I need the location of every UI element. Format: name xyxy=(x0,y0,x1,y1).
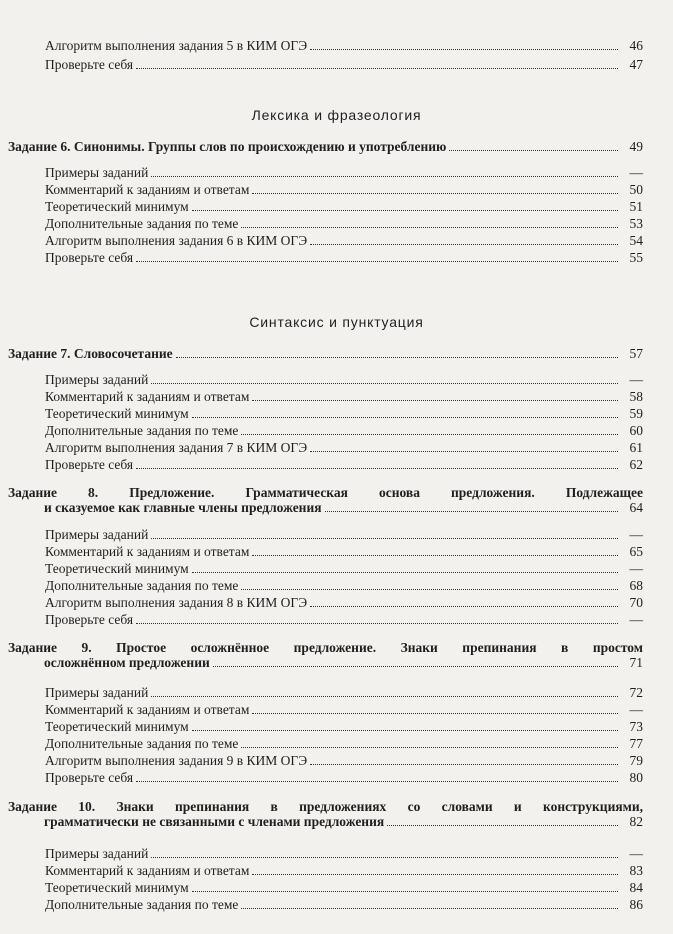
entry-title: Алгоритм выполнения задания 5 в КИМ ОГЭ xyxy=(45,38,308,53)
task-entry[interactable] xyxy=(8,640,643,670)
toc-entry[interactable] xyxy=(45,406,643,421)
toc-entry[interactable] xyxy=(45,736,643,751)
dot-leader xyxy=(136,468,618,469)
task-entry[interactable] xyxy=(8,139,643,154)
toc-entry[interactable] xyxy=(45,182,643,197)
entry-page: 53 xyxy=(629,216,643,231)
task-page: 49 xyxy=(629,139,643,154)
task-entry[interactable] xyxy=(8,346,643,361)
dot-leader xyxy=(252,555,618,556)
entry-title: Алгоритм выполнения задания 9 в КИМ ОГЭ xyxy=(45,753,308,768)
entry-title: Проверьте себя xyxy=(45,250,134,265)
dot-leader xyxy=(151,383,618,384)
entry-title: Теоретический минимум xyxy=(45,199,189,214)
entry-title: Комментарий к заданиям и ответам xyxy=(45,863,250,878)
dot-leader xyxy=(252,874,618,875)
task-title: Задание 6. Синонимы. Группы слов по происхождению и употреблению xyxy=(8,139,447,154)
entry-page: 73 xyxy=(629,719,643,734)
dot-leader xyxy=(192,572,618,573)
entry-page: — xyxy=(629,561,643,576)
dot-leader xyxy=(136,781,618,782)
dot-leader xyxy=(176,357,618,358)
entry-title: Примеры заданий xyxy=(45,372,149,387)
entry-title: Примеры заданий xyxy=(45,846,149,861)
toc-entry[interactable] xyxy=(45,423,643,438)
dot-leader xyxy=(310,244,618,245)
task-entry[interactable] xyxy=(8,799,643,829)
dot-leader xyxy=(241,747,618,748)
entry-title: Алгоритм выполнения задания 7 в КИМ ОГЭ xyxy=(45,440,308,455)
task-page: 64 xyxy=(629,500,643,515)
dot-leader xyxy=(151,696,618,697)
entry-page: — xyxy=(629,527,643,542)
entry-page: — xyxy=(629,372,643,387)
entry-page: 60 xyxy=(629,423,643,438)
dot-leader xyxy=(151,176,618,177)
toc-entry[interactable] xyxy=(45,544,643,559)
entry-page: 58 xyxy=(629,389,643,404)
entry-page: 84 xyxy=(629,880,643,895)
toc-entry[interactable] xyxy=(45,457,643,472)
entry-page: 55 xyxy=(629,250,643,265)
entry-title: Комментарий к заданиям и ответам xyxy=(45,702,250,717)
toc-entry[interactable] xyxy=(45,57,643,72)
task-page: 71 xyxy=(629,655,643,670)
toc-entry[interactable] xyxy=(45,389,643,404)
toc-entry[interactable] xyxy=(45,719,643,734)
entry-title: Проверьте себя xyxy=(45,770,134,785)
task-title-line2: осложнённом предложении xyxy=(44,655,210,670)
entry-page: 54 xyxy=(629,233,643,248)
entry-title: Примеры заданий xyxy=(45,165,149,180)
dot-leader xyxy=(151,538,618,539)
entry-title: Дополнительные задания по теме xyxy=(45,736,239,751)
toc-entry[interactable] xyxy=(45,38,643,53)
entry-page: — xyxy=(629,846,643,861)
toc-entry[interactable] xyxy=(45,578,643,593)
entry-title: Проверьте себя xyxy=(45,57,134,72)
entry-page: 70 xyxy=(629,595,643,610)
entry-title: Комментарий к заданиям и ответам xyxy=(45,182,250,197)
entry-page: — xyxy=(629,165,643,180)
task-page: 57 xyxy=(629,346,643,361)
dot-leader xyxy=(310,606,618,607)
toc-entry[interactable] xyxy=(45,216,643,231)
entry-title: Дополнительные задания по теме xyxy=(45,216,239,231)
task-title-line1: Задание 10. Знаки препинания в предложениях со словами и конструкциями, xyxy=(8,799,643,814)
toc-entry[interactable] xyxy=(45,595,643,610)
entry-page: 51 xyxy=(629,199,643,214)
entry-page: 80 xyxy=(629,770,643,785)
toc-entry[interactable] xyxy=(45,199,643,214)
task-page: 82 xyxy=(629,814,643,829)
toc-entry[interactable] xyxy=(45,440,643,455)
entry-title: Теоретический минимум xyxy=(45,561,189,576)
toc-entry[interactable] xyxy=(45,561,643,576)
entry-title: Алгоритм выполнения задания 8 в КИМ ОГЭ xyxy=(45,595,308,610)
dot-leader xyxy=(325,511,618,512)
task-title-line1: Задание 8. Предложение. Грамматическая основа предложения. Подлежащее xyxy=(8,485,643,500)
dot-leader xyxy=(213,666,618,667)
dot-leader xyxy=(387,825,618,826)
entry-title: Примеры заданий xyxy=(45,527,149,542)
toc-entry[interactable] xyxy=(45,612,643,627)
dot-leader xyxy=(449,150,618,151)
entry-title: Комментарий к заданиям и ответам xyxy=(45,544,250,559)
entry-title: Комментарий к заданиям и ответам xyxy=(45,389,250,404)
toc-entry[interactable] xyxy=(45,372,643,387)
entry-title: Дополнительные задания по теме xyxy=(45,897,239,912)
dot-leader xyxy=(241,434,618,435)
entry-page: 68 xyxy=(629,578,643,593)
entry-page: 59 xyxy=(629,406,643,421)
dot-leader xyxy=(241,589,618,590)
entry-page: 72 xyxy=(629,685,643,700)
entry-title: Примеры заданий xyxy=(45,685,149,700)
toc-entry[interactable] xyxy=(45,702,643,717)
toc-entry[interactable] xyxy=(45,897,643,912)
entry-title: Дополнительные задания по теме xyxy=(45,578,239,593)
dot-leader xyxy=(136,261,618,262)
toc-entry[interactable] xyxy=(45,685,643,700)
entry-page: — xyxy=(629,612,643,627)
toc-entry[interactable] xyxy=(45,233,643,248)
dot-leader xyxy=(151,857,618,858)
dot-leader xyxy=(310,49,618,50)
toc-entry[interactable] xyxy=(45,753,643,768)
dot-leader xyxy=(192,730,618,731)
entry-page: 46 xyxy=(629,38,643,53)
toc-entry[interactable] xyxy=(45,165,643,180)
entry-page: 47 xyxy=(629,57,643,72)
toc-entry[interactable] xyxy=(45,250,643,265)
dot-leader xyxy=(252,713,618,714)
dot-leader xyxy=(310,764,618,765)
entry-title: Теоретический минимум xyxy=(45,719,189,734)
dot-leader xyxy=(192,891,618,892)
section-heading: Синтаксис и пунктуация xyxy=(249,314,424,330)
dot-leader xyxy=(192,210,618,211)
entry-title: Проверьте себя xyxy=(45,457,134,472)
entry-page: 50 xyxy=(629,182,643,197)
entry-page: 79 xyxy=(629,753,643,768)
toc-entry[interactable] xyxy=(45,770,643,785)
entry-page: 86 xyxy=(629,897,643,912)
entry-page: 83 xyxy=(629,863,643,878)
toc-entry[interactable] xyxy=(45,527,643,542)
dot-leader xyxy=(192,417,618,418)
entry-page: 77 xyxy=(629,736,643,751)
toc-entry[interactable] xyxy=(45,880,643,895)
entry-page: 62 xyxy=(629,457,643,472)
entry-title: Дополнительные задания по теме xyxy=(45,423,239,438)
dot-leader xyxy=(252,193,618,194)
dot-leader xyxy=(136,623,618,624)
entry-page: 61 xyxy=(629,440,643,455)
task-entry[interactable] xyxy=(8,485,643,515)
dot-leader xyxy=(241,908,618,909)
entry-page: — xyxy=(629,702,643,717)
dot-leader xyxy=(241,227,618,228)
toc-entry[interactable] xyxy=(45,863,643,878)
entry-page: 65 xyxy=(629,544,643,559)
dot-leader xyxy=(136,68,618,69)
entry-title: Алгоритм выполнения задания 6 в КИМ ОГЭ xyxy=(45,233,308,248)
entry-title: Теоретический минимум xyxy=(45,406,189,421)
entry-title: Проверьте себя xyxy=(45,612,134,627)
dot-leader xyxy=(252,400,618,401)
dot-leader xyxy=(310,451,618,452)
entry-title: Теоретический минимум xyxy=(45,880,189,895)
task-title-line1: Задание 9. Простое осложнённое предложение. Знаки препинания в простом xyxy=(8,640,643,655)
task-title-line2: и сказуемое как главные члены предложения xyxy=(44,500,322,515)
section-heading: Лексика и фразеология xyxy=(251,107,422,123)
task-title-line2: грамматически не связанными с членами предложения xyxy=(44,814,385,829)
task-title: Задание 7. Словосочетание xyxy=(8,346,173,361)
toc-entry[interactable] xyxy=(45,846,643,861)
